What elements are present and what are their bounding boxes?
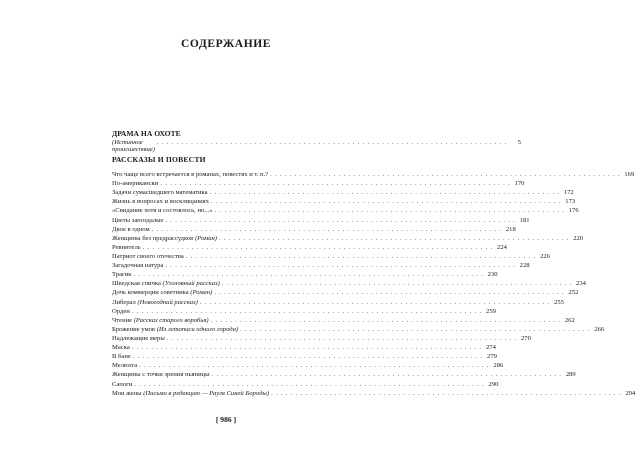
- toc-entry-title-group: [112, 252, 184, 261]
- toc-entry-title-group: [112, 325, 238, 334]
- dot-leader: [270, 170, 620, 179]
- toc-entry-title-group: [112, 197, 209, 206]
- dot-leader: [133, 270, 483, 279]
- toc-entry-title: Трагик: [112, 271, 132, 279]
- dot-leader: [211, 316, 561, 325]
- toc-entry: [112, 170, 635, 179]
- toc-entry: [112, 380, 499, 389]
- toc-entry-title: «Свидание хотя и состоялось, но...»: [112, 207, 213, 215]
- toc-entry-page-number: 228: [519, 262, 530, 270]
- toc-entry-title: Задачи сумасшедшего математика: [112, 189, 208, 197]
- toc-entry: [112, 234, 584, 243]
- dot-leader: [240, 325, 590, 334]
- toc-entry-title: По-американски: [112, 180, 159, 188]
- dot-leader: [215, 206, 565, 215]
- dot-leader: [157, 139, 507, 146]
- toc-entry-title-group: [112, 206, 213, 215]
- dot-leader: [165, 216, 515, 225]
- toc-entry: [112, 243, 507, 252]
- toc-entry-title-group: [112, 288, 212, 297]
- toc-entry-page-number: 294: [625, 389, 635, 397]
- toc-entry: [112, 334, 531, 343]
- toc-entry-title-group: [112, 234, 217, 243]
- toc-entry: [112, 225, 516, 234]
- drama-subtitle: (Истинное происшествие): [112, 139, 155, 153]
- toc-entry-title: Жизнь в вопросах и восклицаниях: [112, 198, 210, 206]
- toc-list: [112, 170, 635, 398]
- toc-entry: [112, 288, 579, 297]
- toc-entry: [112, 343, 496, 352]
- toc-entry-page-number: 169: [624, 171, 635, 178]
- toc-entry-note: (Из летописи одного города): [156, 325, 239, 333]
- toc-entry-title: Загадочная натура: [112, 262, 164, 270]
- toc-entry-page-number: 218: [505, 225, 516, 233]
- toc-entry-title-group: [112, 279, 220, 288]
- toc-entry-title: Мелюзга: [112, 362, 138, 370]
- toc-entry-page-number: 226: [540, 252, 550, 260]
- toc-entry: [112, 361, 504, 370]
- toc-entry-title: Ревнитель: [112, 243, 141, 251]
- toc-entry-title: Маска: [112, 344, 130, 352]
- toc-entry: [112, 216, 530, 225]
- toc-entry-title-group: [112, 216, 163, 225]
- toc-entry: [112, 261, 530, 270]
- toc-entry-title-group: [112, 225, 150, 234]
- drama-page-number: 5: [517, 139, 522, 146]
- dot-leader: [134, 380, 484, 389]
- toc-entry-title: Патриот своего отечества: [112, 252, 184, 260]
- toc-entry-title: Брожение умов: [112, 325, 156, 333]
- toc-entry-page-number: 181: [519, 216, 530, 224]
- dot-leader: [214, 288, 564, 297]
- toc-entry-page-number: 270: [520, 334, 531, 342]
- toc-entry-title: Надлежащие меры: [112, 334, 165, 342]
- drama-subtitle-row: [112, 139, 522, 153]
- toc-entry-title-group: [112, 389, 269, 398]
- toc-entry-title-group: [112, 298, 198, 307]
- dot-leader: [211, 197, 561, 206]
- toc-entry-title-group: [112, 188, 208, 197]
- toc-entry-title-group: [112, 361, 137, 370]
- toc-entry: [112, 316, 575, 325]
- toc-entry: [112, 188, 574, 197]
- toc-entry-title-group: [112, 307, 130, 316]
- dot-leader: [212, 370, 562, 379]
- toc-entry-title: Что чаще всего встречается в романах, повестях и т. п.?: [112, 171, 269, 178]
- toc-entry-page-number: 279: [487, 353, 497, 361]
- toc-entry-title: Шведская спичка: [112, 280, 161, 288]
- toc-entry-page-number: 170: [514, 180, 525, 188]
- toc-entry-title-group: [112, 179, 158, 188]
- toc-entry-page-number: 176: [568, 207, 579, 215]
- toc-entry-note: (Роман): [194, 234, 217, 242]
- toc-entry-page-number: 274: [485, 344, 496, 352]
- dot-leader: [200, 298, 550, 307]
- toc-entry-title: Женщины с точки зрения пьяницы: [112, 371, 210, 379]
- toc-entry-title: Чтение: [112, 316, 133, 324]
- toc-entry: [112, 252, 550, 261]
- toc-entry-title-group: [112, 270, 131, 279]
- toc-entry-title-group: [112, 316, 209, 325]
- toc-entry: [112, 179, 525, 188]
- toc-entry-title-group: [112, 380, 132, 389]
- toc-entry: [112, 197, 576, 206]
- toc-entry-page-number: 173: [565, 198, 576, 206]
- toc-entry-title: Цветы запоздалые: [112, 216, 164, 224]
- toc-entry-drama: [112, 129, 522, 153]
- dot-leader: [139, 361, 489, 370]
- toc-entry: [112, 389, 635, 398]
- toc-entry-page-number: 289: [565, 371, 576, 379]
- toc-entry-title-group: [112, 370, 210, 379]
- dot-leader: [210, 188, 560, 197]
- toc-entry: [112, 325, 605, 334]
- toc-entry-title-group: [112, 334, 165, 343]
- page-number-footer: [ 986 ]: [215, 415, 237, 424]
- dot-leader: [132, 343, 482, 352]
- toc-entry-note: (Новогодний рассказ): [137, 298, 198, 306]
- toc-entry-title-group: [112, 343, 130, 352]
- toc-entry: [112, 370, 576, 379]
- toc-entry-page-number: 234: [576, 280, 586, 288]
- toc-entry-page-number: 224: [497, 243, 507, 251]
- dot-leader: [222, 279, 572, 288]
- dot-leader: [165, 261, 515, 270]
- dot-leader: [167, 334, 517, 343]
- toc-entry-page-number: 266: [594, 325, 605, 333]
- toc-entry-note: (Уголовный рассказ): [162, 280, 220, 288]
- toc-entry: [112, 298, 564, 307]
- toc-entry: [112, 352, 497, 361]
- toc-entry-title: Мои жены: [112, 389, 142, 397]
- toc-entry: [112, 279, 586, 288]
- toc-entry-title-group: [112, 261, 163, 270]
- toc-entry-title: Дочь коммерции советника: [112, 289, 189, 297]
- toc-entry-note: (Письмо в редакцию — Рауля Синей Бороды): [143, 389, 270, 397]
- toc-entry-title-group: [112, 243, 141, 252]
- toc-entry-page-number: 255: [554, 298, 564, 306]
- toc-entry-page-number: 259: [486, 307, 496, 315]
- section-heading-stories: РАССКАЗЫ И ПОВЕСТИ: [112, 155, 206, 164]
- drama-title: ДРАМА НА ОХОТЕ: [112, 129, 181, 138]
- toc-entry-page-number: 290: [488, 380, 499, 388]
- dot-leader: [152, 225, 502, 234]
- toc-entry-page-number: 172: [563, 189, 574, 197]
- toc-entry-page-number: 230: [487, 271, 498, 279]
- toc-entry-title: Орден: [112, 307, 130, 315]
- toc-entry-title: Женщины без предрассудков: [112, 234, 194, 242]
- toc-entry-title-group: [112, 170, 268, 179]
- page-title: СОДЕРЖАНИЕ: [180, 38, 272, 50]
- toc-entry-page-number: 286: [493, 362, 504, 370]
- toc-entry-title: В бане: [112, 353, 131, 361]
- toc-entry-page-number: 252: [568, 289, 579, 297]
- dot-leader: [160, 179, 510, 188]
- toc-entry: [112, 307, 496, 316]
- toc-entry-title: Сапоги: [112, 380, 133, 388]
- toc-entry-title: Либерал: [112, 298, 136, 306]
- toc-entry-page-number: 262: [564, 316, 575, 324]
- dot-leader: [143, 243, 493, 252]
- dot-leader: [219, 234, 569, 243]
- toc-entry-note: (Роман): [190, 289, 213, 297]
- dot-leader: [132, 307, 482, 316]
- toc-entry-note: (Рассказ старого воробья): [133, 316, 209, 324]
- toc-entry-title: Двое в одном: [112, 225, 150, 233]
- dot-leader: [271, 389, 621, 398]
- dot-leader: [133, 352, 483, 361]
- toc-entry: [112, 270, 498, 279]
- toc-entry-title-group: [112, 352, 131, 361]
- toc-entry: [112, 206, 579, 215]
- dot-leader: [186, 252, 536, 261]
- toc-entry-page-number: 220: [573, 234, 584, 242]
